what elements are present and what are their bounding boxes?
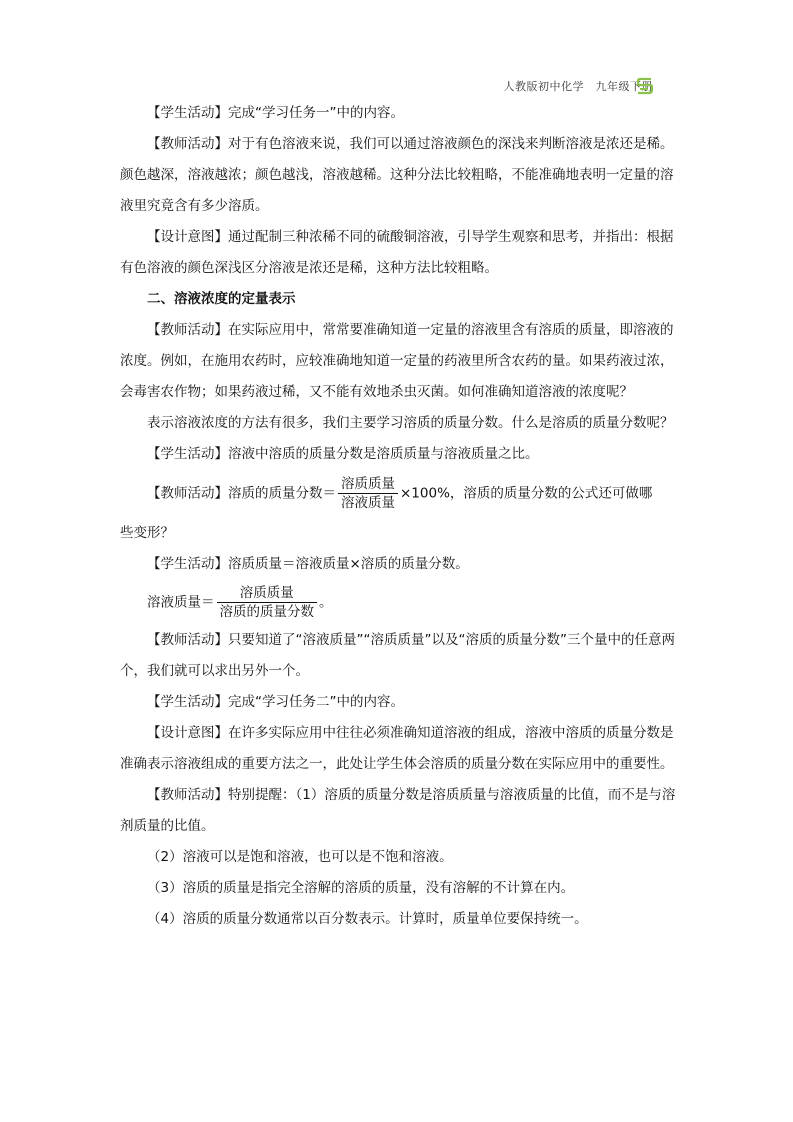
formula-prefix: 溶液质量＝ bbox=[147, 594, 215, 611]
paragraph-student-activity-1: 【学生活动】完成“学习任务一”中的内容。 bbox=[147, 105, 404, 121]
running-header: 人教版初中化学 九年级下册 bbox=[503, 80, 653, 93]
paragraph-mass-fraction-formula bbox=[120, 470, 676, 518]
paragraph-design-intent-1: 【设计意图】通过配制三种浓稀不同的硫酸铜溶液，引导学生观察和思考，并指出：根据有色溶液的颜色深浅区分溶液是浓还是稀，这种方法比较粗略。 bbox=[120, 229, 674, 276]
formula-suffix: 。 bbox=[319, 594, 333, 611]
paragraph-continuation: 些变形？ bbox=[120, 525, 174, 541]
formula-suffix: ×100%，溶质的质量分数的公式还可做哪 bbox=[400, 485, 653, 502]
fraction-denominator: 溶质的质量分数 bbox=[219, 604, 314, 620]
formula-fraction bbox=[338, 475, 398, 512]
paragraph-teacher-activity-3: 【教师活动】只要知道了“溶液质量”“溶质质量”以及“溶质的质量分数”三个量中的任意两个，我们就可以求出另外一个。 bbox=[120, 632, 675, 679]
formula-fraction bbox=[217, 584, 318, 621]
paragraph-student-activity-2: 【学生活动】溶液中溶质的质量分数是溶质质量与溶液质量之比。 bbox=[147, 446, 539, 462]
reminder-item-3: （3）溶质的质量是指完全溶解的溶质的质量，没有溶解的不计算在内。 bbox=[147, 880, 575, 896]
reminder-item-2: （2）溶液可以是饱和溶液，也可以是不饱和溶液。 bbox=[147, 849, 453, 865]
paragraph-concentration-methods: 表示溶液浓度的方法有很多，我们主要学习溶质的质量分数。什么是溶质的质量分数呢？ bbox=[147, 415, 674, 431]
solution-mass-formula bbox=[120, 580, 676, 625]
paragraph-student-activity-4: 【学生活动】完成“学习任务二”中的内容。 bbox=[147, 694, 404, 710]
document-body bbox=[120, 98, 676, 935]
fraction-numerator: 溶质质量 bbox=[338, 475, 398, 494]
section-heading: 二、溶液浓度的定量表示 bbox=[147, 291, 296, 307]
paragraph-teacher-activity-2: 【教师活动】在实际应用中，常常要准确知道一定量的溶液里含有溶质的质量，即溶液的浓度。例如，在施用农药时，应较准确地知道一定量的药液里所含农药的量。如果药液过浓，会毒害农作物；如果药液过稀，又不能有效地杀虫灭菌。如何准确知道溶液的浓度呢？ bbox=[120, 322, 674, 400]
paragraph-teacher-activity-1: 【教师活动】对于有色溶液来说，我们可以通过溶液颜色的深浅来判断溶液是浓还是稀。颜色越深，溶液越浓；颜色越浅，溶液越稀。这种分法比较粗略，不能准确地表明一定量的溶液里究竟含有多少溶质。 bbox=[120, 136, 674, 214]
fraction-denominator: 溶液质量 bbox=[341, 495, 395, 511]
reminder-item-4: （4）溶质的质量分数通常以百分数表示。计算时，质量单位要保持统一。 bbox=[147, 911, 588, 927]
paragraph-student-activity-3: 【学生活动】溶质质量＝溶液质量×溶质的质量分数。 bbox=[147, 556, 469, 572]
paragraph-teacher-reminder: 【教师活动】特别提醒：（1）溶质的质量分数是溶质质量与溶液质量的比值，而不是与溶剂质量的比值。 bbox=[120, 787, 676, 834]
paragraph-design-intent-2: 【设计意图】在许多实际应用中往往必须准确知道溶液的组成，溶液中溶质的质量分数是准确表示溶液组成的重要方法之一，此处让学生体会溶质的质量分数在实际应用中的重要性。 bbox=[120, 725, 674, 772]
header-logo-icon bbox=[636, 76, 654, 96]
formula-prefix: 【教师活动】溶质的质量分数＝ bbox=[147, 485, 336, 502]
fraction-numerator: 溶质质量 bbox=[217, 584, 318, 603]
